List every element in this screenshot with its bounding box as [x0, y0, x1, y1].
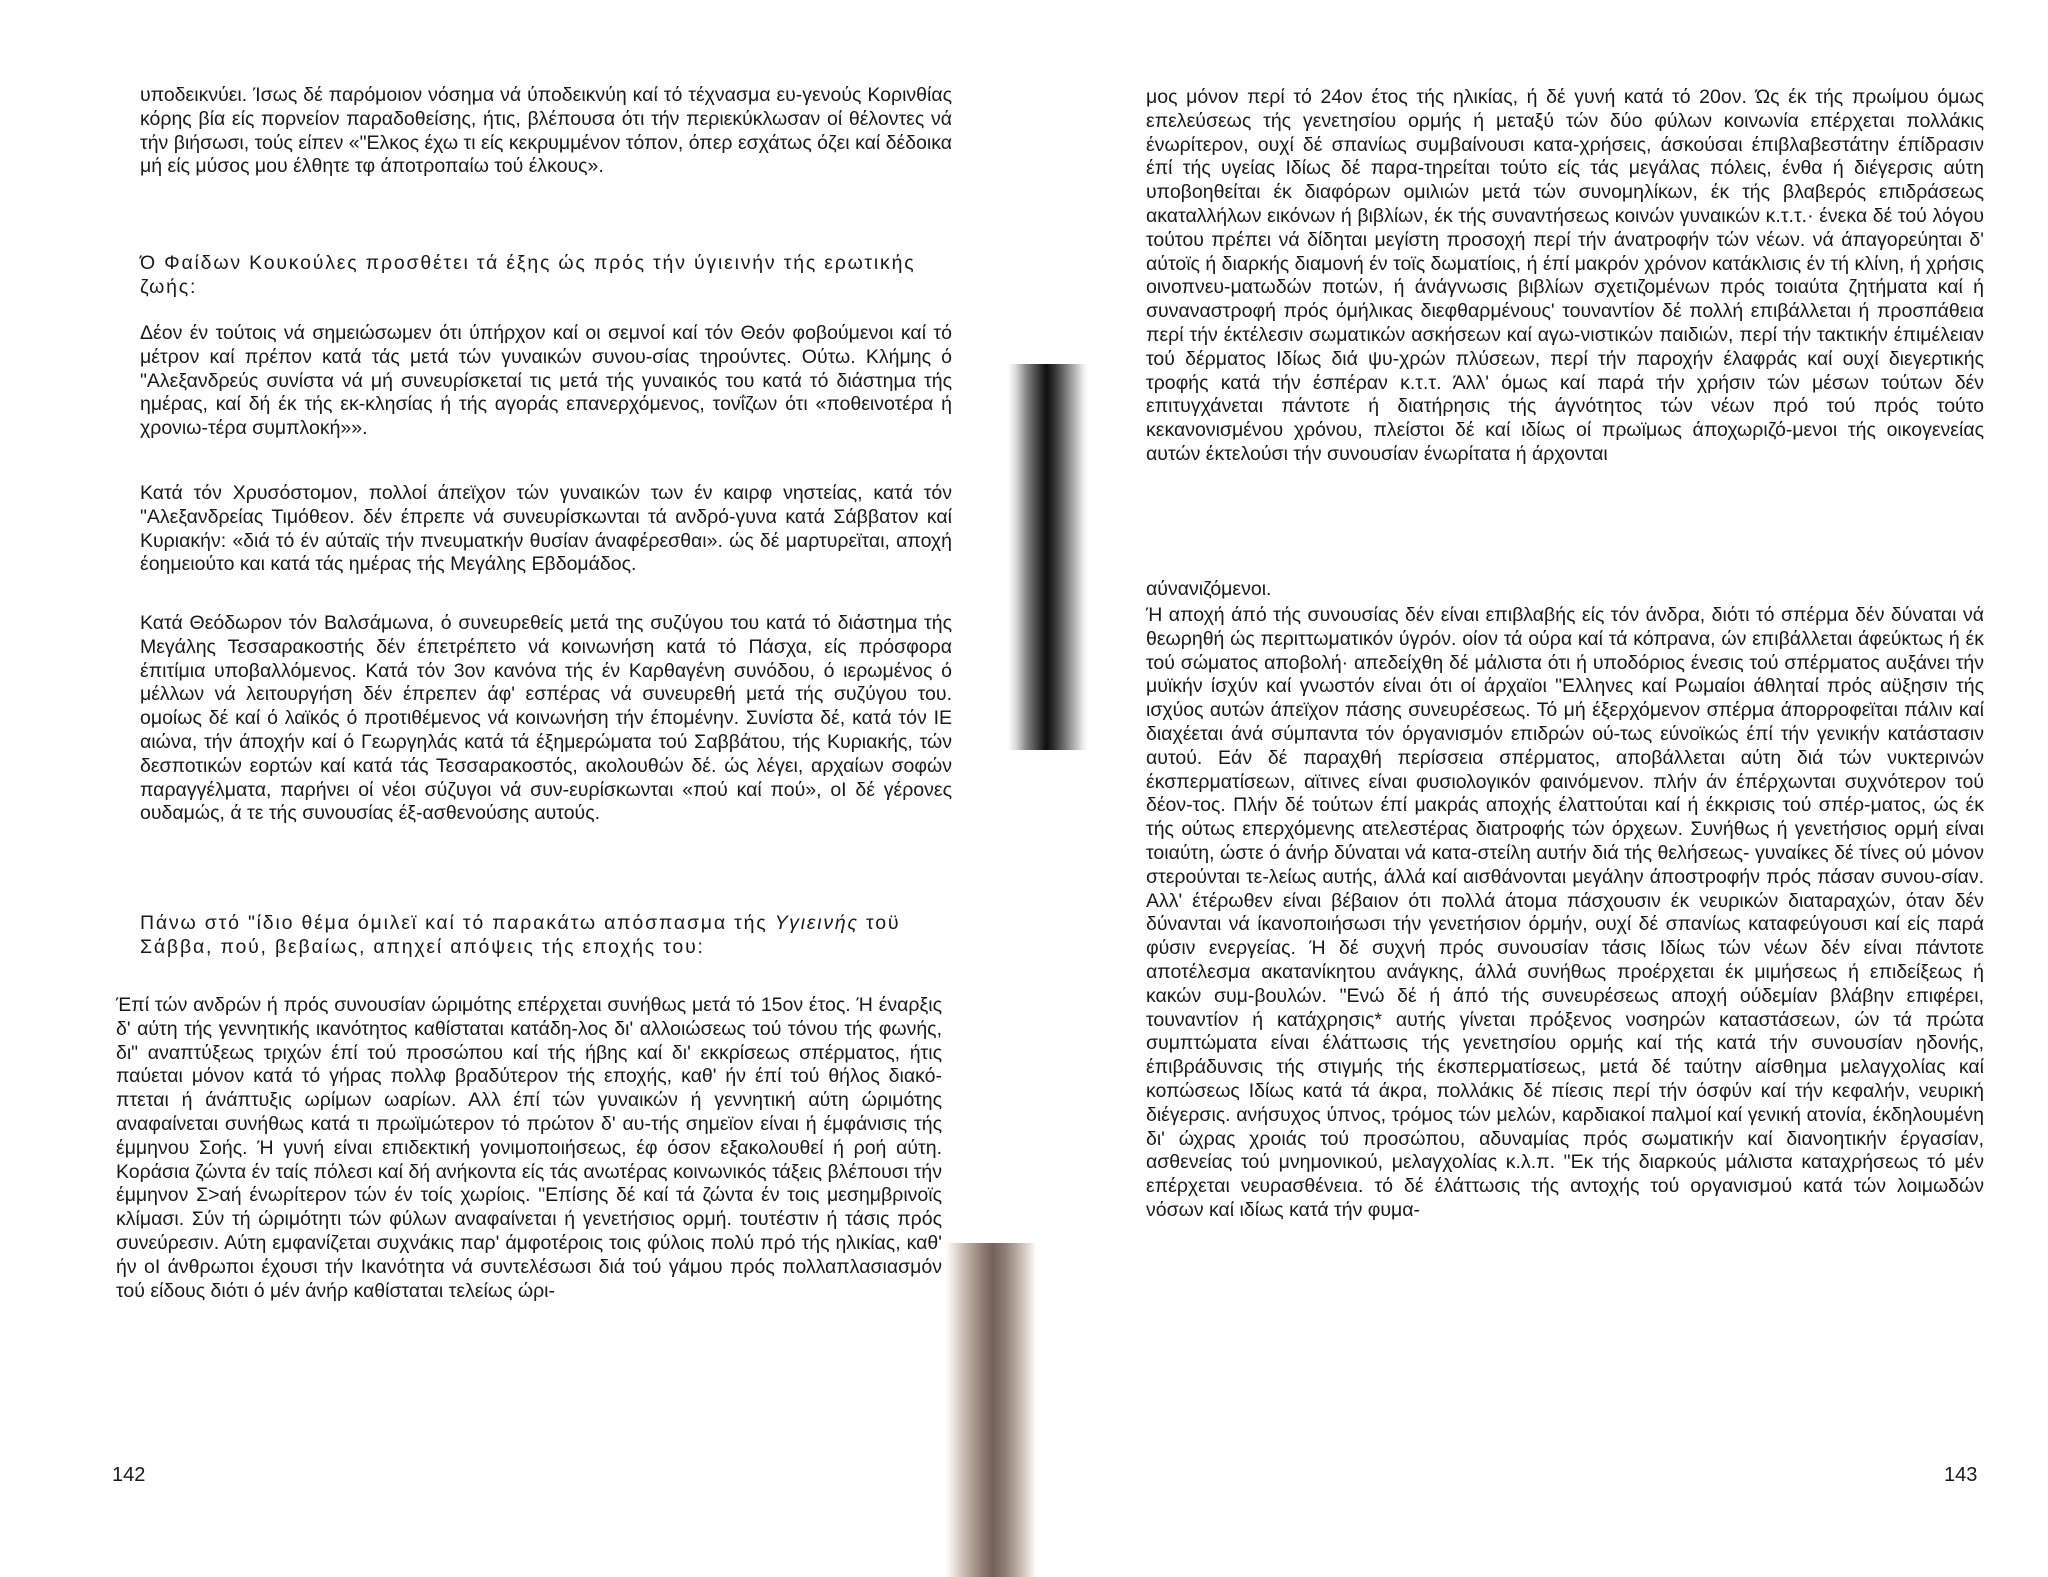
right-paragraph-2: αύνανιζόμενοι.: [1146, 578, 1272, 600]
intro-text: Πάνω στό "ίδιο θέμα όμιλεϊ καί τό παρακάτω απόσπασμα τής: [140, 912, 775, 934]
left-paragraph-1: υποδεικνύει. Ίσως δέ παρόμοιον νόσημα νά ύποδεικνύη καί τό τέχνασμα ευ-γενούς Κορινθίας κόρης βία είς πορνείον παραδοθείσης, ήτις, βλέπουσα ότι τήν περιεκύκλωσαν οί θέλοντες νά τήν βιήσωσι, τούς είπεν «"Ελκος έχω τι είς κεκρυμμένον τόπον, όπερ εσχάτως όζει καί δέδοικα μή είς μύσος μου έλθητε τφ άποτροπαίω τού έλκους».: [140, 84, 952, 178]
left-paragraph-6: [140, 912, 958, 960]
right-paragraph-3: Ή αποχή άπό τής συνουσίας δέν είναι επιβλαβής είς τόν άνδρα, διότι τό σπέρμα δέν δύναται νά θεωρηθή ώς περιττωματικόν ύγρόν. οίον τά ούρα καί τά κόπρανα, ών επιβάλλεται άφεύκτως ή έκ τού σώματος αποβολή· απεδείχθη δέ μάλιστα ότι ή υποδόριος ένεσις τού σπέρματος αυξάνει τήν μυϊκήν ίσχύν καί γνωστόν είναι ότι οί άρχαϊοι "Ελληνες καί Ρωμαίοι άθληταί πρός αϋξησιν τής ισχύος αυτών άπεϊχον πάσης συνευρέσεως. Τό μή έξερχόμενον σπέρμα άπορροφεϊται πάλιν καί διαχέεται άνά σύμπαντα τόν όργανισμόν επιδρών ού-τως εύνοϊκώς έπί τήν γενικήν κατάστασιν αυτού. Εάν δέ παραχθή περίσσεια σπέρματος, αποβάλλεται αύτη διά τών νυκτερινών έκσπερματίσεων, αϊτινες είναι φυσιολογικόν φαινόμενον. πλήν άν έπέρχωνται συχνότερον τού δέον-τος. Πλήν δέ τούτων έπί μακράς αποχής έλαττούται καί ή έκκρισις τού σπέρ-ματος, ώς έκ τής ούτως επερχόμενης ατελεστέρας διατροφής τών όρχεων. Συνήθως ή γενετήσιος ορμή είναι τοιαύτη, ώστε ό άνήρ δύναται νά κατα-στείλη αυτήν διά τής θελήσεως- γυναίκες δέ τίνες ού μόνον στερούνται τε-λείως αυτής, άλλά καί αισθάνονται μεγάλην άποστροφήν πρός πάσαν συνου-σίαν. Αλλ' έτέρωθεν είναι βέβαιον ότι πολλά άτομα πάσχουσιν έκ νευρικών διαταραχών, όταν δέν δύνανται νά ίκανοποιήσωσι τήν γενετήσιον όρμήν, ουχί δέ σπανίως καταφεύγουσι καί είς παρά φύσιν ενεργείας. Ή δέ συχνή πρός συνουσίαν τάσις Ιδίως τών νέων δέν είναι πάντοτε αποτέλεσμα ακατανίκητου ανάγκης, άλλά συνήθως προέρχεται έκ μιμήσεως ή επιδείξεως ή κακών συμ-βουλών. "Ενώ δέ ή άπό τής συνευρέσεως αποχή ούδεμίαν βλάβην επιφέρει, τουναντίον ή κατάχρησις* αυτής γίνεται πρόξενος νοσηρών καταστάσεων, ών τά πρώτα συμπτώματα είναι έλάττωσις τής γενετησίου ορμής καί τής κατά τήν συνουσίαν ηδονής, έπιβράδυνσις τής στιγμής τής έκσπερματίσεως, μετά δέ ταύτην αίσθημα μελαγχολίας καί κοπώσεως Ιδίως κατά τά άκρα, πολλάκις δέ πίεσις περί τήν όσφύν καί τήν κεφαλήν, νευρική διέγερσις. ανήσυχος ύπνος, τρόμος τών μελών, καρδιακοί παλμοί καί γενική ατονία, έκδηλουμένη δι' ώχρας χροιάς τού προσώπου, αδυναμίας πρός σωματικήν καί διανοητικήν έργασίαν, ασθενείας τού μνημονικού, μελαγχολίας κ.λ.π. "Εκ τής διαρκούς μάλιστα καταχρήσεως τό μέν επέρχεται νευρασθένεια. τό δέ έλάττωσις τής αντοχής τού οργανισμού κατά τών λοιμωδών νόσων καί ιδίως κατά τήν φυμα-: [1146, 604, 1984, 1221]
left-paragraph-7: Έπί τών ανδρών ή πρός συνουσίαν ώριμότης επέρχεται συνήθως μετά τό 15ον έτος. Ή έναρξις δ' αύτη τής γεννητικής ικανότητος καθίσταται κατάδη-λος δι' αλλοιώσεως τού τόνου τής φωνής, δι" αναπτύξεως τριχών έπί τού προσώπου καί τής ήβης καί δι' εκκρίσεως σπέρματος, ήτις παύεται μόνον κατά τό γήρας πολλφ βραδύτερον τής εποχής, καθ' ήν έπί τού θήλος διακό-πτεται ή άνάπτυξις ωρίμων ωαρίων. Αλλ έπί τών γυναικών ή γεννητική αύτη ώριμότης αναφαίνεται συνήθως κατά τι πρωϊμώτερον τό πρώτον δ' αυ-τής σημεϊον είναι ή έμφάνισις τής έμμηνου Σοής. Ή γυνή είναι επιδεκτική γονιμοποιήσεως, έφ όσον εξακολουθεί ή ροή αύτη. Κοράσια ζώντα έν ταίς πόλεσι καί δή ανήκοντα είς τάς ανωτέρας κοινωνικός τάξεις βλέπουσι τήν έμμηνον Σ>αή ένωρίτερον τών έν τοίς χωρίοις. "Επίσης δέ καί τά ζώντα έν τοις μεσημβρινοϊς κλίμασι. Σύν τή ώριμότητι τών φύλων αναφαίνεται ή γενετήσιος ορμή. τουτέστιν ή τάσις πρός συνεύρεσιν. Αύτη εμφανίζεται συχνάκις παρ' άμφοτέροις τοις φύλοις πολύ πρό τής ηλικίας, καθ' ήν οΙ άνθρωποι έχουσι τήν Ικανότητα νά συντελέσωσι διά τού γάμου πρός πολλαπλασιασμόν τού είδους διότι ό μέν άνήρ καθίσταται τελείως ώρι-: [116, 994, 942, 1302]
intro-text-tail: τοϋ Σάββα, πού, βεβαίως, απηχεί απόψεις τής εποχής του:: [140, 912, 901, 958]
left-paragraph-3: Δέον έν τούτοις νά σημειώσωμεν ότι ύπήρχον καί οι σεμνοί καί τόν Θεόν φοβούμενοι καί τό μέτρον καί πρέπον κατά τάς μετά τών γυναικών συνου-σίας τηρούντες. Ούτω. Κλήμης ό "Αλεξανδρεύς συνίστα νά μή συνευρίσκεταί τις μετά τής γυναικός του κατά τό διάστημα τής ημέρας, καί δή έκ τής εκ-κλησίας ή τής αγοράς επανερχόμενος, τονΐζων ότι «ποθεινοτέρα ή χρονιω-τέρα συμπλοκή»».: [140, 322, 952, 440]
right-page-number: 143: [1944, 1464, 1978, 1486]
book-title-italic: Υγιεινής: [774, 912, 859, 934]
left-paragraph-2: Ό Φαίδων Κουκούλες προσθέτει τά έξης ώς πρός τήν ύγιεινήν τής ερωτικής ζωής:: [140, 252, 916, 298]
left-page: [0, 0, 1000, 1577]
left-page-number: 142: [112, 1464, 146, 1486]
left-paragraph-5: Κατά Θεόδωρον τόν Βαλσάμωνα, ό συνευρεθείς μετά της συζύγου του κατά τό διάστημα τής Μεγάλης Τεσσαρακοστής δέν έπετρέπετο νά κοινωνήση κατά τό Πάσχα, είς πρόσφορα έπιτίμια υποβαλλόμενος. Κατά τόν 3ον κανόνα τής έν Καρθαγένη συνόδου, ό ιερωμένος ό μέλλων νά λειτουργήση δέν έπρεπεν άφ' εσπέρας νά συνευρεθή μετά τής συζύγου του. ομοίως δέ καί ό λαϊκός ό προτιθέμενος νά κοινωνήση τήν έπομένην. Συνίστα δέ, κατά τόν ΙΕ αιώνα, τήν άποχήν καί ό Γεωργηλάς κατά τά έξημερώματα τού Σαββάτου, τής Κυριακής, τών δεσποτικών εορτών καί κατά τάς Τεσσαρακοστός, ακολουθών δέ. ώς λέγει, αρχαίων σοφών παραγγέλματα, παρήνει οί νέοι σύζυγοι νά συν-ευρίσκωνται «πού καί πού», οΙ δέ γέρονες ουδαμώς, ά τε τής συνουσίας έξ-ασθενούσης αυτούς.: [140, 612, 952, 825]
right-page: [1000, 0, 2048, 1577]
left-paragraph-4: Κατά τόν Χρυσόστομον, πολλοί άπεϊχον τών γυναικών των έν καιρφ νηστείας, κατά τόν "Αλεξανδρείας Τιμόθεον. δέν έπρεπε νά συνευρίσκωνται τά ανδρό-γυνα κατά Σάββατον καί Κυριακήν: «διά τό έν αύταϊς τήν πνευματκήν θυσίαν άναφέρεσθαι». ώς δέ μαρτυρεϊται, αποχή έοημειούτο και κατά τάς ημέρας τής Μεγάλης Εβδομάδος.: [140, 482, 952, 576]
right-paragraph-1: μος μόνον περί τό 24ον έτος τής ηλικίας, ή δέ γυνή κατά τό 20ον. Ώς έκ τής πρωίμου όμως επελεύσεως τής γενετησίου ορμής ή μεταξύ τών δύο φύλων κοινωνία επέρχεται πολλάκις ένωρίτερον, ουχί δέ σπανίως συμβαίνουσι κατα-χρήσεις, άσκούσαι έπιβλαβεστάτην έπίδρασιν έπί τής υγείας Ιδίως δέ παρα-τηρείται τούτο είς τάς μεγάλας πόλεις, ένθα ή διέγερσις αύτη υποβοηθείται έκ διαφόρων ομιλιών μετά τών συνομηλίκων, έκ τής βλαβερός επιδράσεως ακαταλλήλων εικόνων ή βιβλίων, έκ τής συναντήσεως κοινών γυναικών κ.τ.τ.· ένεκα δέ τού λόγου τούτου πρέπει νά δίδηται μεγίστη προσοχή περί τήν άνατροφήν τών νέων. νά άπαγορεύηται δ' αύτοϊς ή διαρκής διαμονή έν τοϊς δωματίοις, ή έπί μακρόν χρόνον κατάκλισις έν τή κλίνη, ή χρήσις οινοπνευ-ματωδών ποτών, ή άνάγνωσις βιβλίων σχετιζομένων πρός τοιαύτα ζητήματα καί ή συναναστροφή πρός όμήλικας διεφθαρμένους' τουναντίον δέ πολλή επιβάλλεται ή προσπάθεια περί τήν έκτέλεσιν σωματικών ασκήσεων καί αγω-νιστικών παιδιών, περί τήν τακτικήν έπιμέλειαν τού δέρματος Ιδίως διά ψυ-χρών πλύσεων, περί τήν παροχήν έλαφράς καί ουχί διεγερτικής τροφής κατά τήν έσπέραν κ.τ.τ. Άλλ' όμως καί παρά τήν χρήσιν τών μέσων τούτων δέν επιτυγχάνεται πάντοτε ή διατήρησις τής άγνότητος τών νέων πρό τού πρός τούτο κεκανονισμένου χρόνου, πλείστοι δέ καί ιδίως οί πρωϊμως άποχωριζό-μενοι τής οικογενείας αυτών έκτελούσι τήν συνουσίαν ένωρίτατα ή άρχονται: [1146, 86, 1984, 465]
